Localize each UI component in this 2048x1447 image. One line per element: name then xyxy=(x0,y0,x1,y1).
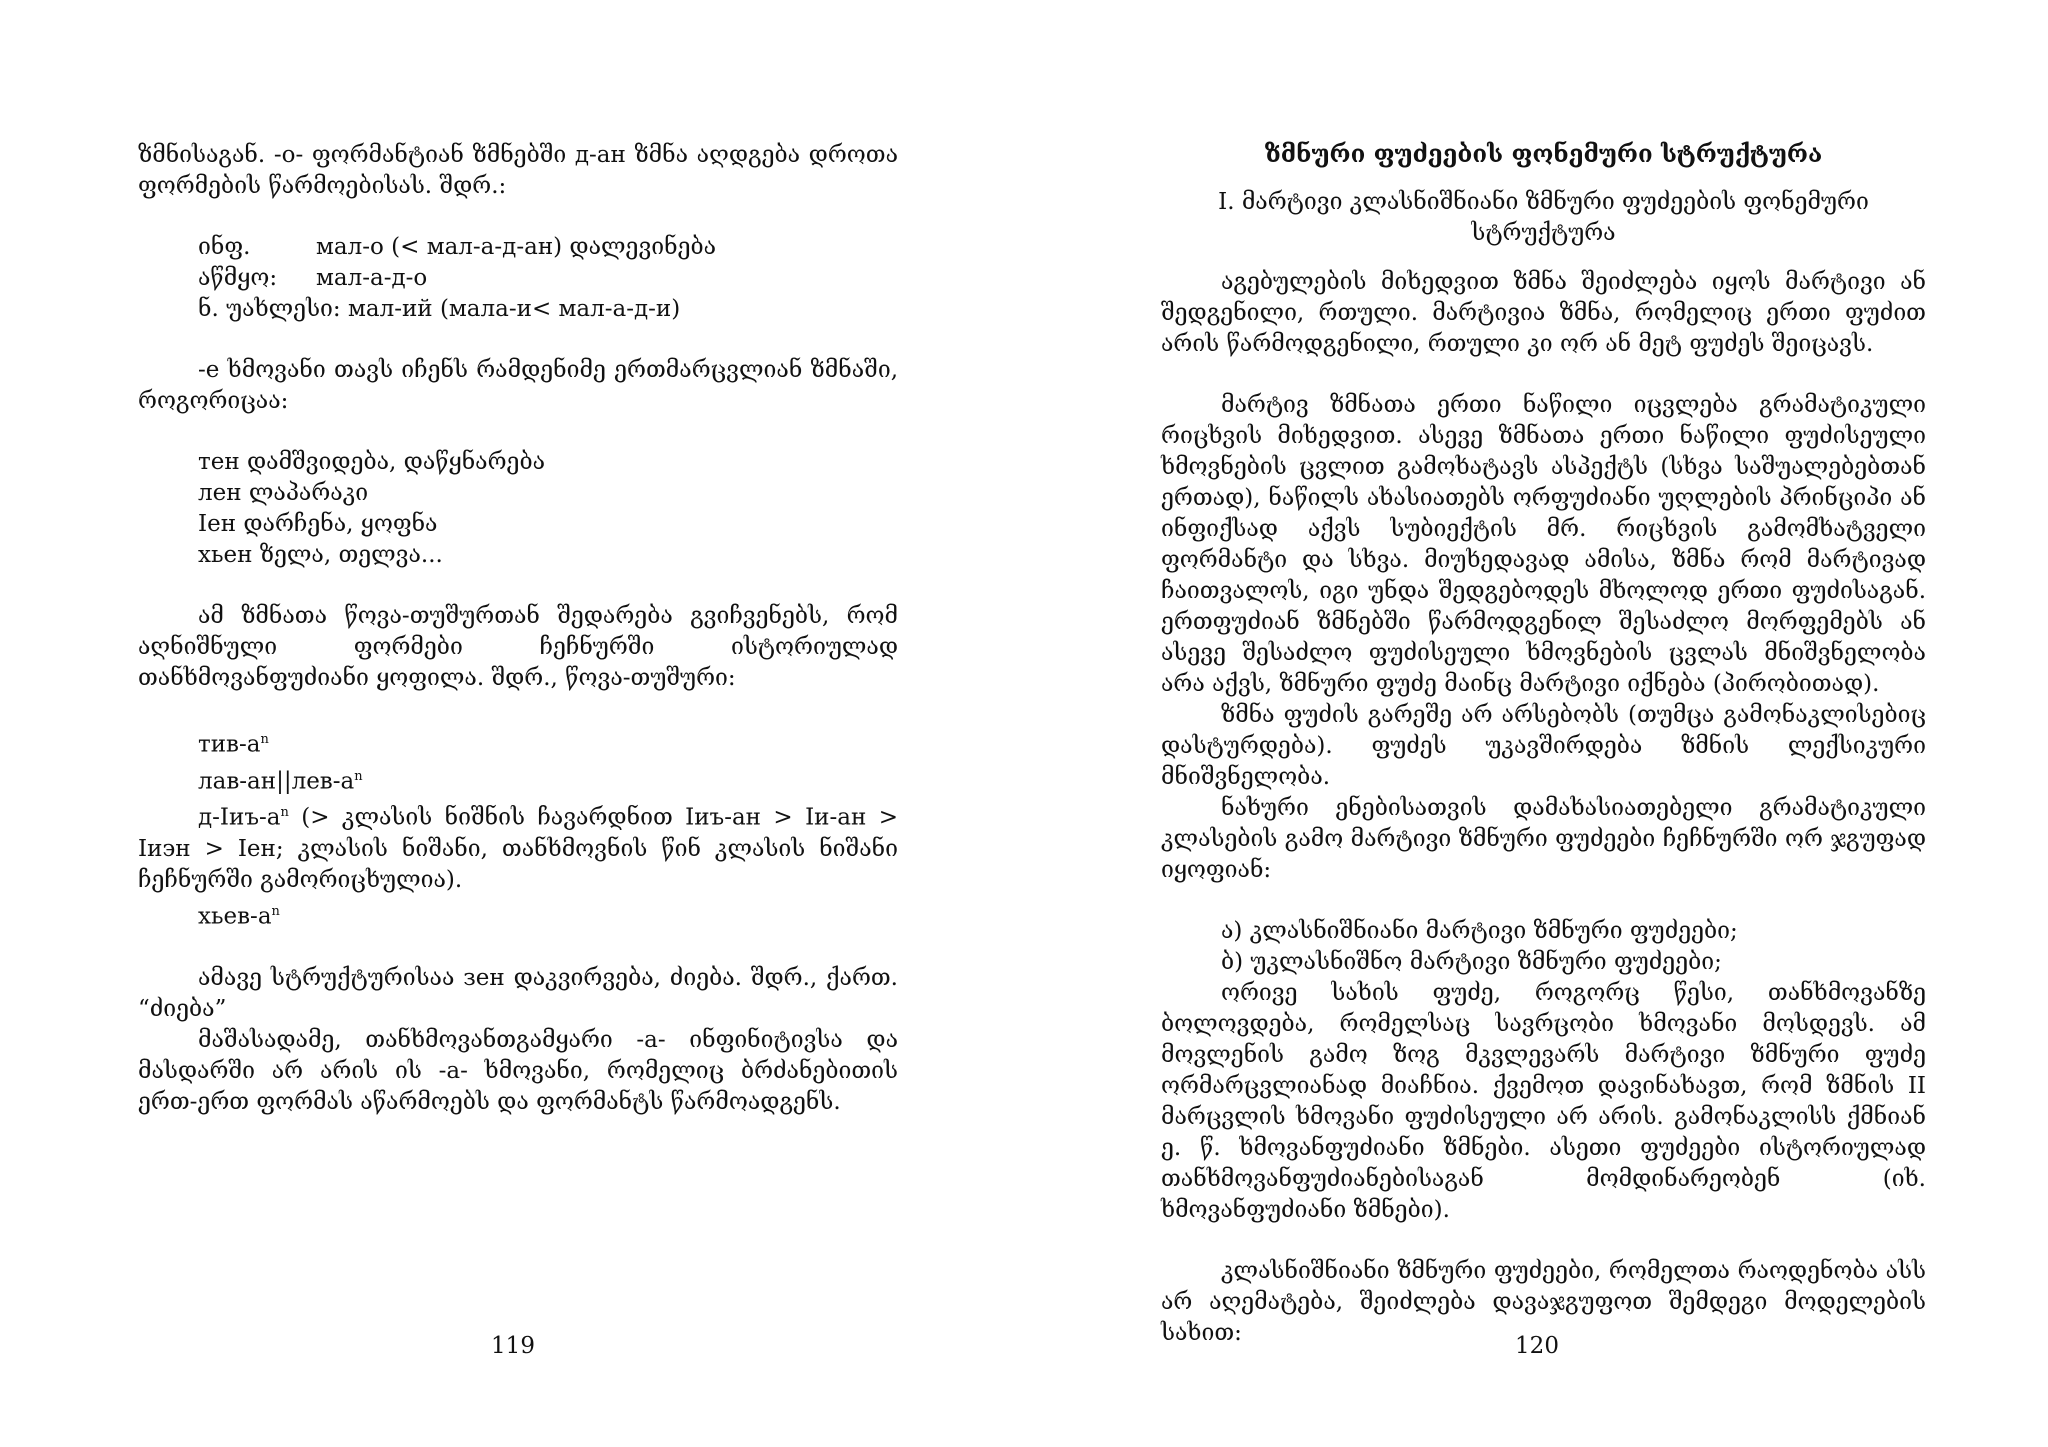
example-form: тив-а xyxy=(198,731,261,758)
example-form: д-Iиъ-а xyxy=(198,804,281,831)
superscript-mark: n xyxy=(354,768,363,784)
left-paragraph-5: მაშასადამე, თანხმოვანთგამყარი -а- ინფინიტივსა და მასდარში არ არის ის -а- ხმოვანი, რომელიც ბრძანებითის ერთ-ერთ ფორმას აწარმოებს და ფორმანტს წარმოადგენს. xyxy=(138,1026,898,1115)
right-paragraph-1: აგებულების მიხედვით ზმნა შეიძლება იყოს მარტივი ან შედგენილი, რთული. მარტივია ზმნა, რომელიც ერთი ფუძით არის წარმოდგენილი, რთული კი ორ ან მეტ ფუძეს შეიცავს. xyxy=(1161,269,1926,357)
left-page-body xyxy=(138,140,898,1118)
right-paragraph-3: ზმნა ფუძის გარეშე არ არსებობს (თუმცა გამონაკლისებიც დასტურდება). ფუძეს უკავშირდება ზმნის ლექსიკური მნიშვნელობა. xyxy=(1161,702,1926,790)
example-word-4: хьен ზელა, თელვა... xyxy=(198,542,443,568)
section-title: ზმნური ფუძეების ფონემური სტრუქტურა xyxy=(1264,139,1823,168)
tsova-tush-example-2 xyxy=(138,761,898,798)
superscript-mark: n xyxy=(280,805,289,821)
example-form: хьев-а xyxy=(198,903,272,930)
right-paragraph-5: ორივე სახის ფუძე, როგორც წესი, თანხმოვანზე ბოლოვდება, რომელსაც სავრცობი ხმოვანი მოსდევს. ამ მოვლენის გამო ზოგ მკვლევარს მარტივი ზმნური ფუძე ორმარცვლიანად მიაჩნია. ქვემოთ დავინახავთ, რომ ზმნის II მარცვლის ხმოვანი ფუძისეული არ არის. გამონაკლისს ქმნიან ე. წ. ხმოვანფუძიანი ზმნები. ასეთი ფუძეები ისტორიულად თანხმოვანფუძიანებისაგან მომდინარეობენ (იხ. ხმოვანფუძიანი ზმნები). xyxy=(1161,980,1926,1223)
left-paragraph-4: ამავე სტრუქტურისაა зен დაკვირვება, ძიება. შდრ., ქართ. “ძიება” xyxy=(138,964,898,1022)
tsova-tush-example-1 xyxy=(138,724,898,761)
example-text: мал-о (< мал-а-д-ан) დალევინება xyxy=(316,234,717,260)
superscript-mark: n xyxy=(271,903,280,919)
right-paragraph-2: მარტივ ზმნათა ერთი ნაწილი იცვლება გრამატიკული რიცხვის მიხედვით. ასევე ზმნათა ერთი ნაწილი ფუძისეული ხმოვნების ცვლით გამოხატავს ასპექტს (სხვა საშუალებებთან ერთად), ნაწილს ახასიათებს ორფუძიანი უღლების პრინციპი ან ინფიქსად აქვს სუბიექტის მრ. რიცხვის გამომხატველი ფორმანტი და სხვა. მიუხედავად ამისა, ზმნა რომ მარტივად ჩაითვალოს, იგი უნდა შედგებოდეს მხოლოდ ერთი ფუძისაგან. ერთფუძიან ზმნებში წარმოდგენილ შესაძლო მორფემებს ან ასევე შესაძლო ფუძისეული ხმოვნების ცვლას მნიშვნელობა არა აქვს, ზმნური ფუძე მაინც მარტივი იქნება (პირობითად). xyxy=(1161,392,1926,697)
list-item-a: ა) კლასნიშნიანი მარტივი ზმნური ფუძეები; xyxy=(1221,918,1738,944)
superscript-mark: n xyxy=(260,732,269,747)
left-page-number: 119 xyxy=(491,1333,535,1359)
section-subtitle: I. მარტივი კლასნიშნიანი ზმნური ფუძეების ფონემური სტრუქტურა xyxy=(1218,189,1869,246)
example-label: ინფ. xyxy=(198,234,251,260)
example-word-2: лен ლაპარაკი xyxy=(198,480,369,506)
example-row-1 xyxy=(138,232,898,263)
tsova-tush-example-3 xyxy=(138,797,898,896)
right-page xyxy=(1024,0,2048,1447)
example-row-2 xyxy=(138,263,898,294)
example-word-3: Iен დარჩენა, ყოფნა xyxy=(198,511,438,537)
example-label: აწმყო: xyxy=(198,265,278,291)
example-word-1: тен დამშვიდება, დაწყნარება xyxy=(198,449,546,475)
right-page-number: 120 xyxy=(1515,1333,1559,1359)
example-text: мал-а-д-о xyxy=(316,265,428,291)
example-explanation: (> კლასის ნიშნის ჩავარდნით Iиъ-ан > Iи-ан > Iиэн > Iен; კლასის ნიშანი, თანხმოვნის წინ კლასის ნიშანი ჩეჩნურში გამორიცხულია). xyxy=(138,804,898,893)
right-paragraph-6: კლასნიშნიანი ზმნური ფუძეები, რომელთა რაოდენობა ასს არ აღემატება, შეიძლება დავაჯგუფოთ შემდეგი მოდელების სახით: xyxy=(1161,1258,1926,1346)
left-paragraph-3: ამ ზმნათა წოვა-თუშურთან შედარება გვიჩვენებს, რომ აღნიშნული ფორმები ჩეჩნურში ისტორიულად თანხმოვანფუძიანი ყოფილა. შდრ., წოვა-თუშური: xyxy=(138,603,898,691)
example-text: мал-ий (мала-и< мал-а-д-и) xyxy=(347,296,681,322)
example-label: ნ. უახლესი: xyxy=(198,296,341,322)
list-item-b: ბ) უკლასნიშნო მარტივი ზმნური ფუძეები; xyxy=(1221,949,1722,975)
left-paragraph-1: ზმნისაგან. -о- ფორმანტიან ზმნებში д-ан ზმნა აღდგება დროთა ფორმების წარმოებისას. შდრ.: xyxy=(138,142,898,199)
right-page-body xyxy=(1161,138,1926,1349)
tsova-tush-example-4 xyxy=(138,896,898,933)
example-row-3 xyxy=(138,294,898,325)
right-paragraph-4: ნახური ენებისათვის დამახასიათებელი გრამატიკული კლასების გამო მარტივი ზმნური ფუძეები ჩეჩნურში ორ ჯგუფად იყოფიან: xyxy=(1161,795,1926,883)
left-paragraph-2: -е ხმოვანი თავს იჩენს რამდენიმე ერთმარცვლიან ზმნაში, როგორიცაა: xyxy=(138,357,898,414)
example-form: лав-ан||лев-а xyxy=(198,768,355,795)
